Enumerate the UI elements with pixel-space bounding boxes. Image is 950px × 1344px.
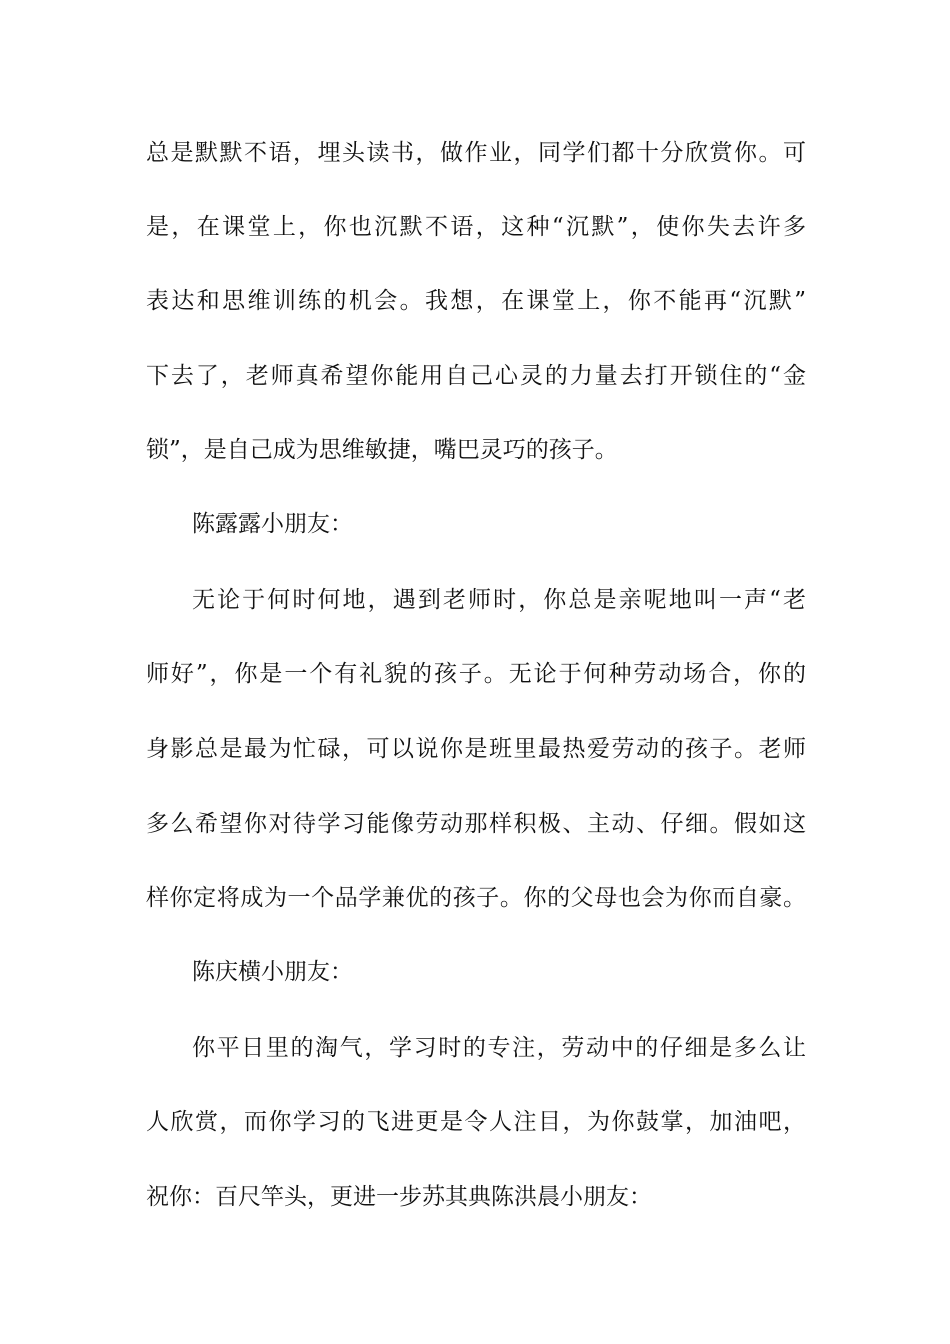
text-line: 样你定将成为一个品学兼优的孩子。你的父母也会为你而自豪。	[146, 885, 806, 911]
text-line: 人欣赏，而你学习的飞进更是令人注目，为你鼓掌，加油吧，	[146, 1109, 806, 1135]
salutation: 陈露露小朋友：	[192, 511, 353, 537]
text-line: 是，在课堂上，你也沉默不语，这种“沉默”，使你失去许多	[146, 214, 806, 240]
salutation: 陈庆横小朋友：	[192, 959, 353, 985]
text-line: 无论于何时何地，遇到老师时，你总是亲呢地叫一声“老	[192, 587, 806, 613]
text-line: 总是默默不语，埋头读书，做作业，同学们都十分欣赏你。可	[146, 140, 806, 166]
text-line: 多么希望你对待学习能像劳动那样积极、主动、仔细。假如这	[146, 811, 806, 837]
text-line: 你平日里的淘气，学习时的专注，劳动中的仔细是多么让	[192, 1035, 806, 1061]
text-line: 师好”，你是一个有礼貌的孩子。无论于何种劳动场合，你的	[146, 661, 806, 687]
text-line: 祝你：百尺竿头，更进一步苏其典陈洪晨小朋友：	[146, 1184, 652, 1210]
text-line: 锁”，是自己成为思维敏捷，嘴巴灵巧的孩子。	[146, 437, 618, 463]
text-line: 表达和思维训练的机会。我想，在课堂上，你不能再“沉默”	[146, 288, 806, 314]
text-line: 身影总是最为忙碌，可以说你是班里最热爱劳动的孩子。老师	[146, 736, 806, 762]
text-line: 下去了，老师真希望你能用自己心灵的力量去打开锁住的“金	[146, 363, 806, 389]
